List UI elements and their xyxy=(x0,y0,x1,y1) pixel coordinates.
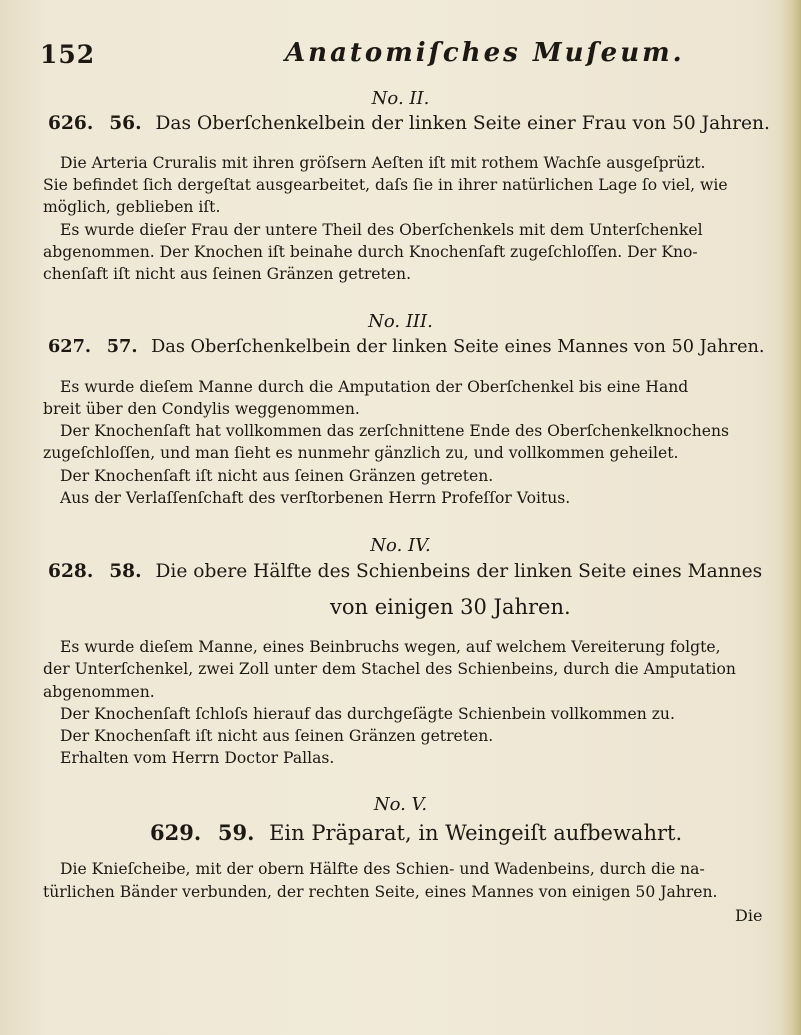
body-line: chenſaft iſt nicht aus ſeinen Gränzen getreten. xyxy=(43,265,412,283)
body-line: Die Knieſcheibe, mit der obern Hälfte des Schien- und Wadenbeins, durch die na- xyxy=(60,860,705,878)
entry-heading xyxy=(48,113,770,134)
body-line: abgenommen. Der Knochen iſt beinahe durch Knochenſaft zugeſchloſſen. Der Kno- xyxy=(43,243,698,261)
body-line: Es wurde dieſem Manne, eines Beinbruchs wegen, auf welchem Vereiterung folgte, xyxy=(60,638,721,656)
body-line: der Unterſchenkel, zwei Zoll unter dem Stachel des Schienbeins, durch die Amputation xyxy=(43,660,736,678)
body-line: Es wurde dieſer Frau der untere Theil des Oberſchenkels mit dem Unterſchenkel xyxy=(60,221,703,239)
entry-title: Das Oberſchenkelbein der linken Seite eines Mannes von 50 Jahren. xyxy=(151,337,765,357)
body-line: Sie befindet ſich dergeſtat ausgearbeitet, daſs ſie in ihrer natürlichen Lage ſo viel, wie xyxy=(43,176,728,194)
item-number: 58. xyxy=(109,561,142,582)
entry-heading xyxy=(48,561,762,582)
body-line: breit über den Condylis weggenommen. xyxy=(43,400,360,418)
body-line: Der Knochenſaft ſchloſs hierauf das durchgeſägte Schienbein vollkommen zu. xyxy=(60,705,675,723)
body-line: zugeſchloſſen, und man ſieht es nunmehr gänzlich zu, und vollkommen geheilet. xyxy=(43,444,679,462)
body-line: Aus der Verlaſſenſchaft des verſtorbenen Herrn Profeſſor Voitus. xyxy=(60,489,571,507)
body-line: Der Knochenſaft hat vollkommen das zerſchnittene Ende des Oberſchenkelknochens xyxy=(60,422,730,440)
entry-heading xyxy=(150,820,682,845)
body-line: türlichen Bänder verbunden, der rechten Seite, eines Mannes von einigen 50 Jahren. xyxy=(43,883,718,901)
entry-number: 626. xyxy=(48,113,94,134)
entry-number: 628. xyxy=(48,561,94,582)
running-header xyxy=(40,38,780,74)
running-title: Anatomiſches Muſeum. xyxy=(285,38,685,68)
section-label: No. IV. xyxy=(370,535,431,556)
section-label: No. III. xyxy=(368,311,433,332)
section-label: No. II. xyxy=(371,88,430,109)
entry-number: 627. xyxy=(48,336,92,357)
item-number: 59. xyxy=(217,820,255,845)
entry-number: 629. xyxy=(150,820,202,845)
body-line: möglich, geblieben iſt. xyxy=(43,198,221,216)
body-line: Es wurde dieſem Manne durch die Amputation der Oberſchenkel bis eine Hand xyxy=(60,378,689,396)
section-label: No. V. xyxy=(373,794,428,815)
entry-title-continuation: von einigen 30 Jahren. xyxy=(330,595,571,619)
entry-title: Die obere Hälfte des Schienbeins der linken Seite eines Mannes xyxy=(155,561,763,582)
body-line: Der Knochenſaft iſt nicht aus ſeinen Gränzen getreten. xyxy=(60,727,494,745)
item-number: 57. xyxy=(106,336,138,357)
entry-title: Ein Präparat, in Weingeiſt aufbewahrt. xyxy=(269,821,683,845)
body-line: Die Arteria Cruralis mit ihren gröſsern Aeſten iſt mit rothem Wachſe ausgeſprüzt. xyxy=(60,154,706,172)
entry-heading xyxy=(48,336,765,357)
body-line: Erhalten vom Herrn Doctor Pallas. xyxy=(60,749,335,767)
entry-title: Das Oberſchenkelbein der linken Seite einer Frau von 50 Jahren. xyxy=(155,113,770,134)
page-number: 152 xyxy=(40,40,96,69)
page-edge-shading xyxy=(779,0,801,1035)
item-number: 56. xyxy=(109,113,142,134)
catchword: Die xyxy=(735,906,763,925)
body-line: Der Knochenſaft iſt nicht aus ſeinen Gränzen getreten. xyxy=(60,467,494,485)
body-line: abgenommen. xyxy=(43,683,155,701)
